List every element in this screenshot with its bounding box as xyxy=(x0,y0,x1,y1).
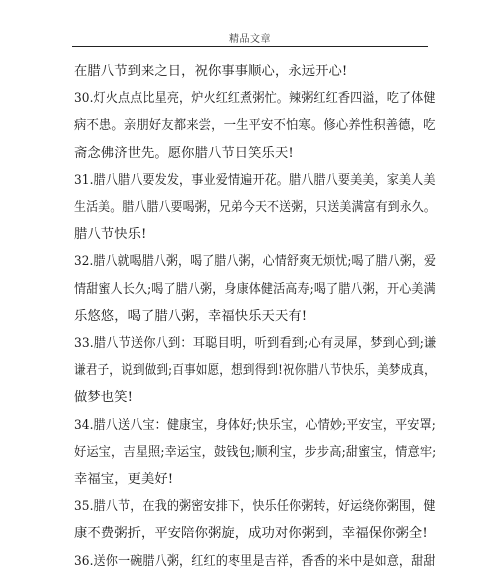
text-line: 36.送你一碗腊八粥，红红的枣里是吉祥，香香的米中是如意，甜甜 xyxy=(74,553,436,569)
paragraph xyxy=(74,167,436,249)
text-line: 32.腊八就喝腊八粥，喝了腊八粥，心情舒爽无烦忧;喝了腊八粥，爱 xyxy=(74,254,437,270)
text-line: 腊八节快乐! xyxy=(74,227,147,243)
paragraph xyxy=(74,330,436,412)
text-line: 30.灯火点点比星亮，炉火红红煮粥忙。辣粥红红香四溢，吃了体健 xyxy=(74,91,436,107)
paragraph xyxy=(74,548,436,575)
document-body xyxy=(74,58,436,575)
text-line: 好运宝，吉星照;幸运宝，鼓钱包;顺利宝，步步高;甜蜜宝，情意牢; xyxy=(74,444,437,460)
paragraph xyxy=(74,58,436,85)
text-line: 35.腊八节，在我的粥密安排下，快乐任你粥转，好运绕你粥围，健 xyxy=(74,499,436,515)
header-rule xyxy=(72,46,428,47)
text-line: 谦君子，说到做到;百事如愿，想到得到!祝你腊八节快乐，美梦成真， xyxy=(74,363,436,379)
paragraph xyxy=(74,85,436,167)
page-header: 精品文章 xyxy=(229,34,271,45)
paragraph xyxy=(74,493,436,547)
text-line: 乐悠悠，喝了腊八粥，幸福快乐天天有! xyxy=(74,308,308,324)
paragraph xyxy=(74,248,436,330)
text-line: 康不费粥折，平安陪你粥旋，成功对你粥到，幸福保你粥全! xyxy=(74,526,428,542)
text-line: 生活美。腊八腊八要喝粥，兄弟今天不送粥，只送美满富有到永久。 xyxy=(74,200,436,216)
text-line: 病不患。亲朋好友都来尝，一生平安不怕寒。修心养性积善德，吃 xyxy=(74,118,436,134)
text-line: 34.腊八送八宝：健康宝，身体好;快乐宝，心情妙;平安宝，平安罩; xyxy=(74,417,436,433)
text-line: 斋念佛济世先。愿你腊八节日笑乐天! xyxy=(74,145,294,161)
text-line: 幸福宝，更美好! xyxy=(74,472,174,488)
text-line: 做梦也笑! xyxy=(74,390,134,406)
text-line: 33.腊八节送你八到：耳聪目明，听到看到;心有灵犀，梦到心到;谦 xyxy=(74,336,437,352)
text-line: 情甜蜜人长久;喝了腊八粥，身康体健活高寿;喝了腊八粥，开心美满 xyxy=(74,281,436,297)
text-line: 31.腊八腊八要发发，事业爱情遍开花。腊八腊八要美美，家美人美 xyxy=(74,172,436,188)
text-line: 在腊八节到来之日，祝你事事顺心，永远开心! xyxy=(74,64,348,79)
paragraph xyxy=(74,412,436,494)
